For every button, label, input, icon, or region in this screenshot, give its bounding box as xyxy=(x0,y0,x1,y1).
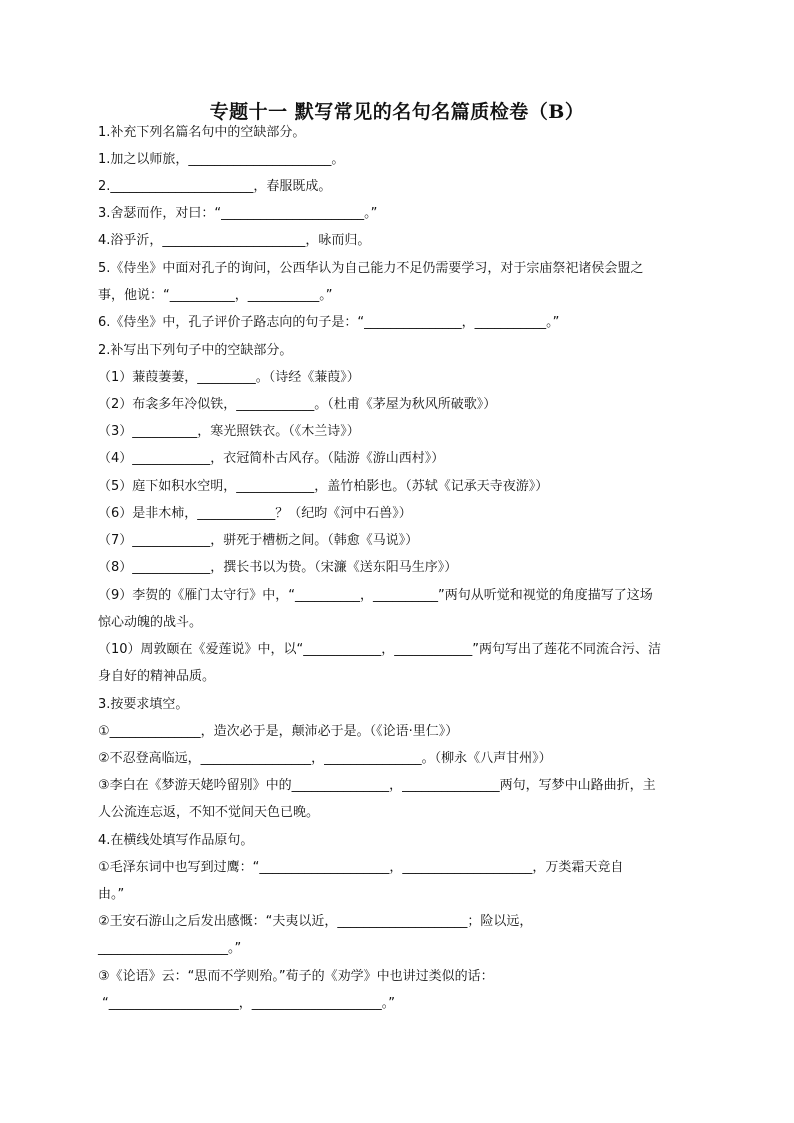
question-line: ③李白在《梦游天姥吟留别》中的_______________，_______________两句，写梦中山路曲折，主 xyxy=(98,778,656,793)
question-line: （3）__________，寒光照铁衣。（《木兰诗》） xyxy=(98,424,360,439)
question-line: （1）蒹葭萋萋，_________。（诗经《蒹葭》） xyxy=(98,370,360,385)
question-line: 惊心动魄的战斗。 xyxy=(98,615,203,630)
question-line: ②王安石游山之后发出感慨：“夫夷以近，____________________；险以远， xyxy=(98,914,533,929)
question-line: 1.补充下列名篇名句中的空缺部分。 xyxy=(98,125,306,140)
question-line: 2.______________________，春服既成。 xyxy=(98,179,332,194)
question-line: 1.加之以师旅，______________________。 xyxy=(98,152,345,167)
question-line: （7）____________，骈死于槽枥之间。（韩愈《马说》） xyxy=(98,533,419,548)
question-line: ①毛泽东词中也写到过鹰：“____________________，____________________，万类霜天竞自 xyxy=(98,860,624,875)
question-line: 4.在横线处填写作品原句。 xyxy=(98,833,254,848)
question-line: “____________________，____________________。” xyxy=(102,996,395,1011)
page-title: 专题十一 默写常见的名句名篇质检卷（B） xyxy=(209,101,585,123)
question-line: （5）庭下如积水空明，____________，盖竹柏影也。（苏轼《记承天寺夜游》） xyxy=(98,479,549,494)
question-line: 人公流连忘返，不知不觉间天色已晚。 xyxy=(98,805,320,820)
question-line: 4.浴乎沂，______________________，咏而归。 xyxy=(98,233,371,248)
question-line: 3.舍瑟而作，对曰：“______________________。” xyxy=(98,206,378,221)
question-line: （6）是非木柿，____________？（纪昀《河中石兽》） xyxy=(98,506,412,521)
question-line: ③《论语》云：“思而不学则殆。”荀子的《劝学》中也讲过类似的话： xyxy=(98,969,494,984)
question-line: 2.补写出下列句子中的空缺部分。 xyxy=(98,343,293,358)
question-line: （10）周敦颐在《爱莲说》中，以“____________，____________”两句写出了莲花不同流合污、洁 xyxy=(98,642,662,657)
question-line: ____________________。” xyxy=(98,941,242,956)
question-line: ②不忍登高临远，_________________，_______________。（柳永《八声甘州》） xyxy=(98,751,552,766)
question-line: （8）____________，撰长书以为贽。（宋濂《送东阳马生序》） xyxy=(98,560,458,575)
question-line: 3.按要求填空。 xyxy=(98,697,189,712)
question-line: 5.《侍坐》中面对孔子的询问，公西华认为自己能力不足仍需要学习，对于宗庙祭祀诸侯会盟之 xyxy=(98,261,644,276)
question-line: 6.《侍坐》中，孔子评价子路志向的句子是：“_______________，___________。” xyxy=(98,315,560,330)
question-line: 身自好的精神品质。 xyxy=(98,669,216,684)
question-line: ①______________，造次必于是，颠沛必于是。（《论语·里仁》） xyxy=(98,724,459,739)
question-line: （9）李贺的《雁门太守行》中，“__________，__________”两句从听觉和视觉的角度描写了这场 xyxy=(98,588,653,603)
question-line: 事，他说：“__________，___________。” xyxy=(98,288,333,303)
question-line: （4）____________，衣冠简朴古风存。（陆游《游山西村》） xyxy=(98,451,445,466)
question-line: （2）布衾多年冷似铁，____________。（杜甫《茅屋为秋风所破歌》） xyxy=(98,397,497,412)
question-line: 由。” xyxy=(98,887,125,902)
